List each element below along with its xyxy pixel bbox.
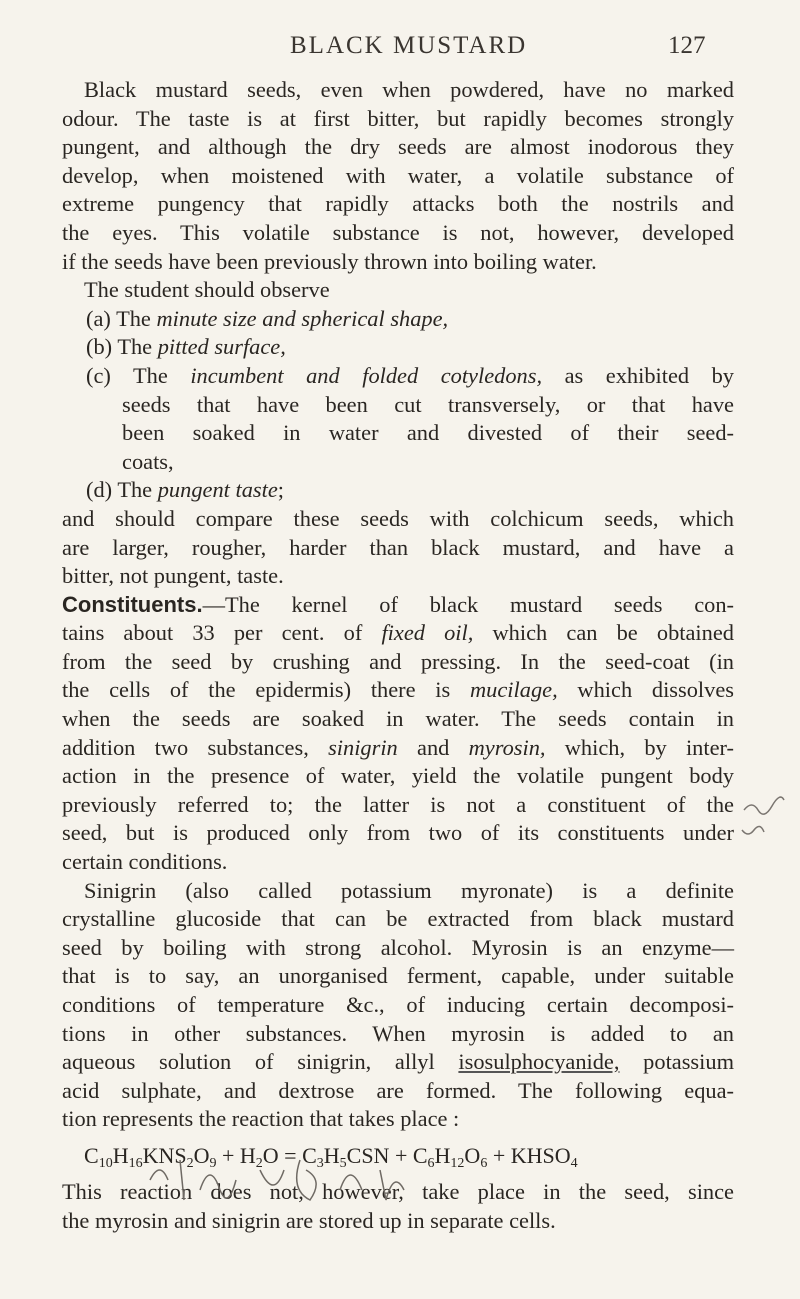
text-line: been soaked in water and divested of their seed- [122, 420, 734, 446]
text-line: previously referred to; the latter is not a constituent of the [62, 791, 734, 817]
text-line: action in the presence of water, yield the volatile pungent body [62, 763, 734, 789]
item-prefix: The [117, 477, 153, 503]
page-header [0, 30, 800, 64]
text-line: certain conditions. [62, 849, 228, 875]
text-line: if the seeds have been previously thrown into boiling water. [62, 248, 597, 274]
text-run: potassium [643, 1049, 734, 1075]
text-run: and [417, 734, 450, 760]
text-line: acid sulphate, and dextrose are formed. The following equa- [62, 1077, 734, 1103]
text-run: which, by inter- [564, 734, 734, 760]
paragraph-description [62, 76, 734, 276]
eq-term: O = C [262, 1142, 317, 1168]
emphasis: fixed oil, [381, 620, 474, 646]
emphasis: myrosin, [468, 734, 546, 760]
text-line: the eyes. This volatile substance is not, however, developed [62, 219, 734, 245]
item-prefix: The [117, 334, 153, 360]
eq-term: + KHSO [487, 1142, 571, 1168]
item-text: ; [277, 477, 284, 503]
eq-subscript: 5 [339, 1155, 347, 1171]
text-line: Sinigrin (also called potassium myronate) is a definite [84, 877, 734, 903]
text-line: bitter, not pungent, taste. [62, 563, 284, 589]
list-item-d [62, 476, 734, 505]
eq-term: C [84, 1142, 99, 1168]
constituents-section [62, 591, 734, 877]
eq-term: H [434, 1142, 451, 1168]
text-run: aqueous solution of sinigrin, allyl [62, 1049, 435, 1075]
text-line [62, 1048, 734, 1077]
eq-term: CSN + C [346, 1142, 428, 1168]
text-line: the myrosin and sinigrin are stored up in separate cells. [62, 1207, 556, 1233]
text-run: addition two substances, [62, 734, 309, 760]
item-emphasis: pitted surface, [157, 334, 286, 360]
eq-subscript: 2 [255, 1155, 263, 1171]
pencil-margin-mark [734, 780, 794, 850]
item-emphasis: pungent taste [157, 477, 278, 503]
item-label: (a) [86, 305, 111, 331]
text-line: that is to say, an unorganised ferment, capable, under suitable [62, 963, 734, 989]
body-text [62, 76, 734, 1235]
list-item-b [62, 333, 734, 362]
text-line: when the seeds are soaked in water. The seeds contain in [62, 706, 734, 732]
eq-subscript: 4 [570, 1155, 578, 1171]
underlined-term: isosulphocyanide, [458, 1049, 620, 1075]
text-line [62, 676, 734, 705]
eq-term: KNS [142, 1142, 187, 1168]
eq-term: + H [216, 1142, 256, 1168]
observation-list [62, 276, 734, 591]
text-run: which can be obtained [492, 620, 734, 646]
page-number: 127 [668, 32, 706, 59]
text-line: from the seed by crushing and pressing. In the seed-coat (in [62, 648, 734, 674]
text-line: extreme pungency that rapidly attacks both the nostrils and [62, 191, 734, 217]
text-run: the cells of the epidermis) there is [62, 677, 451, 703]
text-line: pungent, and although the dry seeds are almost inodorous they [62, 134, 734, 160]
text-line: seed by boiling with strong alcohol. Myrosin is an enzyme— [62, 934, 734, 960]
text-line: odour. The taste is at first bitter, but rapidly becomes strongly [62, 105, 734, 131]
text-line: tions in other substances. When myrosin is added to an [62, 1020, 734, 1046]
text-run: tains about 33 per cent. of [62, 620, 363, 646]
item-emphasis: minute size and spherical shape, [156, 305, 449, 331]
eq-subscript: 3 [316, 1155, 324, 1171]
text-line: develop, when moistened with water, a volatile substance of [62, 162, 734, 188]
text-line: and should compare these seeds with colchicum seeds, which [62, 505, 734, 531]
text-line: tion represents the reaction that takes place : [62, 1106, 460, 1132]
text-line [62, 734, 734, 763]
eq-subscript: 12 [450, 1155, 465, 1171]
eq-subscript: 6 [427, 1155, 435, 1171]
item-emphasis: incumbent and folded cotyledons, [190, 362, 543, 388]
sinigrin-paragraph [62, 877, 734, 1134]
eq-subscript: 6 [480, 1155, 488, 1171]
text-line: seed, but is produced only from two of its constituents under [62, 820, 734, 846]
text-line [62, 619, 734, 648]
text-run: —The kernel of black mustard seeds con- [202, 591, 734, 617]
eq-term: O [193, 1142, 210, 1168]
list-intro: The student should observe [84, 277, 330, 303]
eq-subscript: 9 [209, 1155, 217, 1171]
eq-term: H [323, 1142, 340, 1168]
list-item-a [62, 305, 734, 334]
pencil-scribble [140, 1150, 520, 1210]
section-heading: Constituents. [62, 591, 203, 617]
list-item-c [62, 362, 734, 391]
running-title: BLACK MUSTARD [290, 32, 528, 59]
item-prefix: The [116, 305, 151, 331]
text-line: crystalline glucoside that can be extracted from black mustard [62, 906, 734, 932]
item-text: as exhibited by [564, 362, 734, 388]
item-label: (c) [86, 362, 111, 388]
text-run: which dissolves [577, 677, 734, 703]
eq-subscript: 10 [98, 1155, 113, 1171]
text-line: seeds that have been cut transversely, or that have [122, 391, 734, 417]
emphasis: sinigrin [328, 734, 398, 760]
text-line: conditions of temperature &c., of inducing certain decomposi- [62, 992, 734, 1017]
text-line: Black mustard seeds, even when powdered, have no marked [84, 77, 734, 102]
eq-term: O [464, 1142, 481, 1168]
eq-term: H [112, 1142, 129, 1168]
item-label: (b) [86, 334, 113, 360]
text-line: are larger, rougher, harder than black mustard, and have a [62, 534, 734, 560]
section-first-line [62, 591, 734, 620]
emphasis: mucilage, [470, 677, 558, 703]
eq-subscript: 2 [186, 1155, 194, 1171]
eq-subscript: 16 [128, 1155, 143, 1171]
item-label: (d) [86, 477, 113, 503]
item-prefix: The [132, 362, 168, 388]
text-line: This reaction does not, however, take place in the seed, since [62, 1178, 734, 1204]
text-line: coats, [122, 448, 174, 474]
